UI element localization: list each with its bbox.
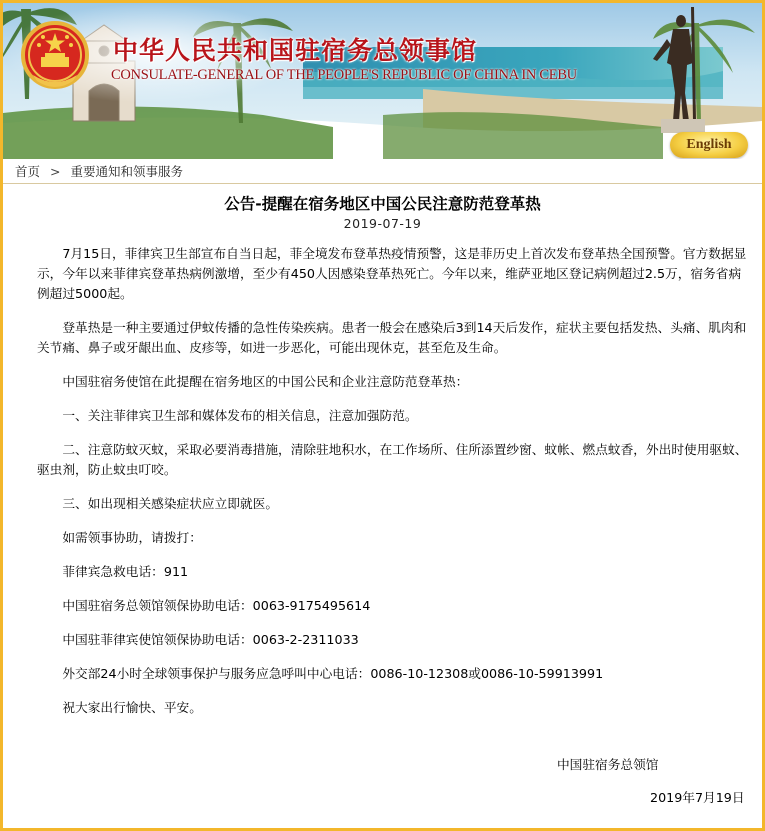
paragraph-hotline: 外交部24小时全球领事保护与服务应急呼叫中心电话：0086-10-12308或0086-10-59913991 [37,666,604,681]
paragraph-dengue-info: 登革热是一种主要通过伊蚊传播的急性传染疾病。患者一般会在感染后3到14天后发作，症状主要包括发热、头痛、肌肉和关节痛、鼻子或牙龈出血、皮疹等，如进一步恶化，可能出现休克，甚至危及生命。 [37,320,747,355]
paragraph-closing: 祝大家出行愉快、平安。 [37,700,202,715]
paragraph-emergency-phone: 菲律宾急救电话：911 [37,564,189,579]
english-language-button[interactable]: English [670,132,748,158]
paragraph-reminder: 中国驻宿务使馆在此提醒在宿务地区的中国公民和企业注意防范登革热： [37,374,469,389]
divider [3,183,762,184]
breadcrumb-section-link[interactable]: 重要通知和领事服务 [70,164,183,179]
article-body [37,244,749,718]
signature-date: 2019年7月19日 [650,790,745,805]
breadcrumb [15,162,183,180]
paragraph-embassy-phone: 中国驻菲律宾使馆领保协助电话：0063-2-2311033 [37,632,359,647]
signature-organization: 中国驻宿务总领馆 [557,757,659,772]
paragraph-contact-intro: 如需领事协助，请拨打： [37,530,202,545]
paragraph-announcement: 7月15日，菲律宾卫生部宣布自当日起，菲全境发布登革热疫情预警，这是菲历史上首次发布登革热全国预警。官方数据显示，今年以来菲律宾登革热病例激增，至少有450人因感染登革热死亡。今年以来，维萨亚地区登记病例超过2.5万，宿务省病例超过5000起。 [37,246,747,301]
article-title: 公告-提醒在宿务地区中国公民注意防范登革热 [224,195,541,213]
header-banner [3,3,762,159]
consulate-title-en: CONSULATE-GENERAL OF THE PEOPLE'S REPUBLIC OF CHINA IN CEBU [111,67,577,83]
paragraph-consulate-phone: 中国驻宿务总领馆领保协助电话：0063-9175495614 [37,598,371,613]
consulate-title-cn: 中华人民共和国驻宿务总领事馆 [113,36,478,65]
paragraph-point-1: 一、关注菲律宾卫生部和媒体发布的相关信息，注意加强防范。 [37,408,418,423]
article-date: 2019-07-19 [343,216,422,231]
paragraph-point-2: 二、注意防蚊灭蚊，采取必要消毒措施，清除驻地积水，在工作场所、住所添置纱窗、蚊帐、燃点蚊香，外出时使用驱蚊、驱虫剂，防止蚊虫叮咬。 [37,442,748,477]
breadcrumb-separator: > [50,164,61,179]
paragraph-point-3: 三、如出现相关感染症状应立即就医。 [37,496,279,511]
breadcrumb-home-link[interactable]: 首页 [15,164,41,179]
